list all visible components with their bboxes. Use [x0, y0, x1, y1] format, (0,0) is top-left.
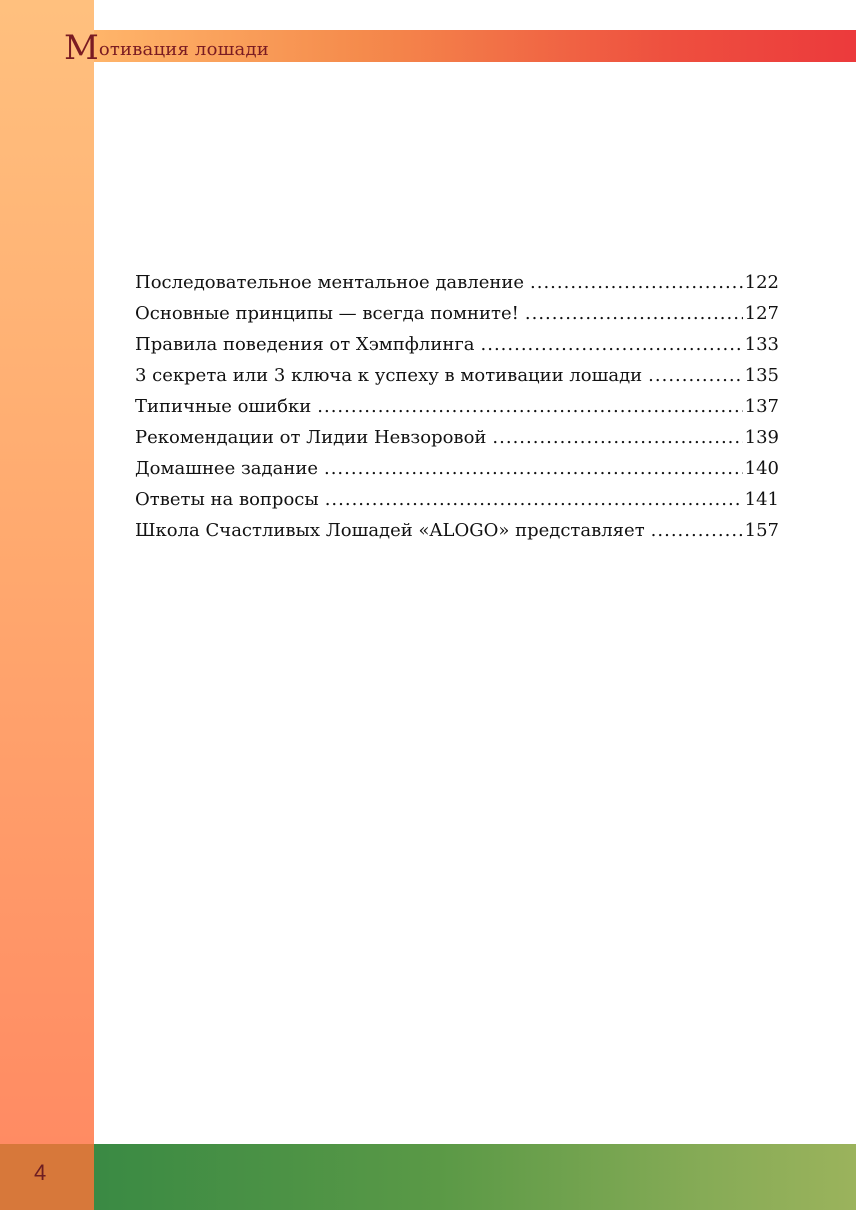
running-header-rest: отивация лошади	[98, 39, 269, 60]
toc-entry-page: 137	[744, 396, 779, 417]
toc-entry[interactable]	[135, 365, 779, 396]
toc-leader-dots	[317, 396, 742, 417]
toc-entry-title: Правила поведения от Хэмпфлинга	[135, 334, 475, 355]
toc-entry-title: Основные принципы — всегда помните!	[135, 303, 519, 324]
running-header-title	[64, 30, 269, 66]
page-number-box	[0, 1144, 94, 1210]
toc-entry-title: Школа Счастливых Лошадей «ALOGO» представляет	[135, 520, 645, 541]
toc-entry-title: Ответы на вопросы	[135, 489, 319, 510]
toc-entry-page: 140	[744, 458, 779, 479]
toc-leader-dots	[492, 427, 742, 448]
toc-entry-title: Последовательное ментальное давление	[135, 272, 525, 293]
toc-entry[interactable]	[135, 520, 779, 551]
toc-entry[interactable]	[135, 334, 779, 365]
left-orange-strip	[0, 0, 94, 1144]
toc-entry-page: 135	[744, 365, 779, 386]
toc-leader-dots	[651, 520, 743, 541]
toc-leader-dots	[648, 365, 742, 386]
toc-entry-title: Рекомендации от Лидии Невзоровой	[135, 427, 487, 448]
toc-entry-page: 127	[744, 303, 779, 324]
toc-entry-title: Типичные ошибки	[135, 396, 312, 417]
toc-entry-title: Домашнее задание	[135, 458, 318, 479]
toc-leader-dots	[325, 489, 743, 510]
toc-entry-page: 157	[744, 520, 779, 541]
table-of-contents	[135, 272, 779, 551]
toc-entry-page: 122	[744, 272, 779, 293]
toc-entry-page: 141	[744, 489, 779, 510]
toc-leader-dots	[530, 272, 743, 293]
page-number: 4	[34, 1160, 47, 1185]
toc-entry[interactable]	[135, 303, 779, 334]
toc-leader-dots	[481, 334, 743, 355]
toc-entry-title: 3 секрета или 3 ключа к успеху в мотивации лошади	[135, 365, 643, 386]
toc-leader-dots	[324, 458, 743, 479]
running-header-initial: М	[64, 28, 99, 68]
toc-entry[interactable]	[135, 458, 779, 489]
toc-entry[interactable]	[135, 489, 779, 520]
toc-entry-page: 133	[744, 334, 779, 355]
toc-entry[interactable]	[135, 272, 779, 303]
toc-entry-page: 139	[744, 427, 779, 448]
footer-green-bar	[94, 1144, 856, 1210]
toc-leader-dots	[525, 303, 743, 324]
toc-entry[interactable]	[135, 427, 779, 458]
toc-entry[interactable]	[135, 396, 779, 427]
